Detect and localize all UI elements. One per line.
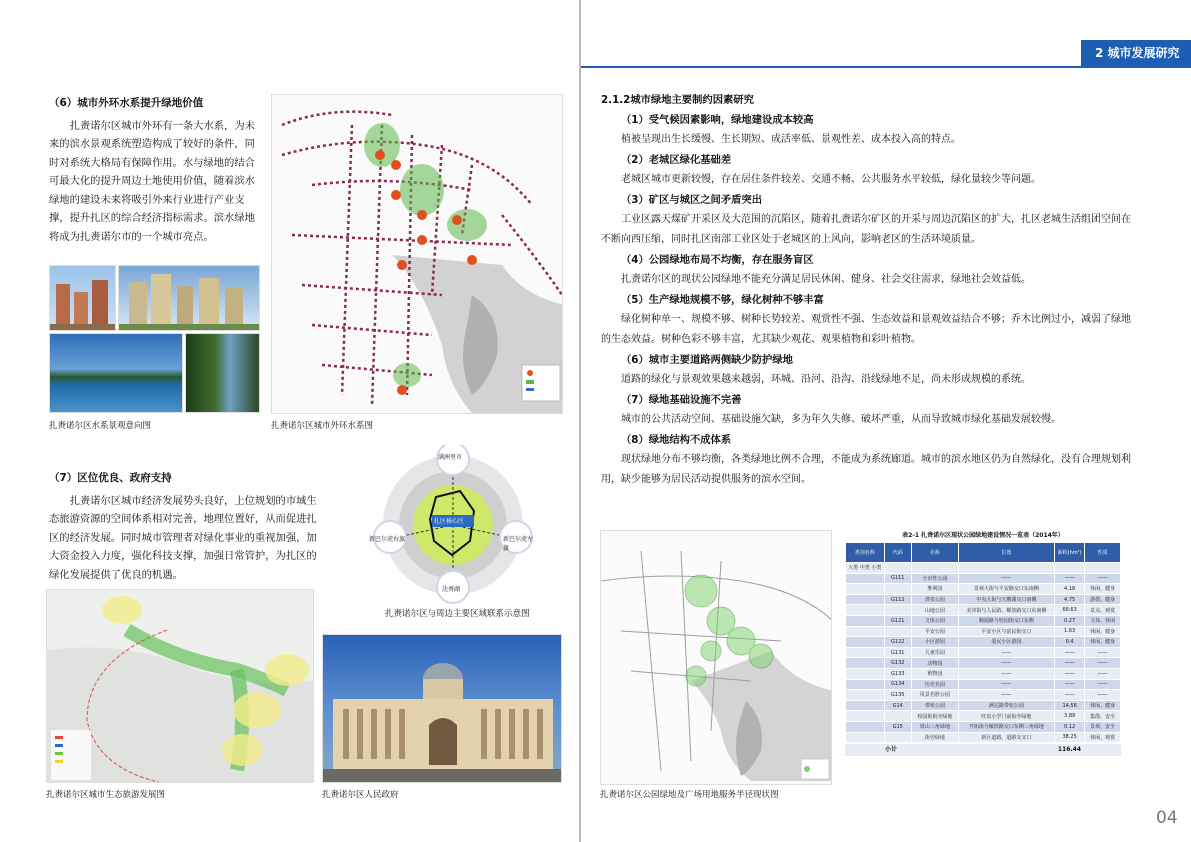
table-cell: 3.89 [1055, 711, 1085, 722]
table-cell: —— [958, 679, 1054, 690]
table-cell: G135 [884, 690, 912, 701]
table-cell [846, 573, 885, 584]
caption-government: 扎赉诺尔区人民政府 [322, 790, 399, 800]
table-row [846, 584, 1121, 595]
table-row [846, 700, 1121, 711]
table-cell: —— [1055, 668, 1085, 679]
table-cell: G111 [884, 573, 912, 584]
table-cell: G133 [884, 668, 912, 679]
table-cell: —— [958, 690, 1054, 701]
table-cell [846, 690, 885, 701]
table-cell [846, 658, 885, 669]
constraint-item-5 [601, 290, 1137, 350]
table-cell: —— [1085, 647, 1121, 658]
table-total-row [845, 744, 1121, 756]
constraint-7-heading: （7）绿地基础设施不完善 [621, 394, 742, 406]
service-radius-map-drawing [601, 531, 832, 785]
diagram-label-bottom: 达赉湖 [442, 586, 461, 593]
constraint-3-text: 工业区露天煤矿开采区及大范围的沉陷区，随着扎赉诺尔矿区的开采与周边沉陷区的扩大，扎区老城生活组团空间在不断向西压缩，同时扎区南部工业区处于老城区的上风向，影响老区的生活环境质量。 [601, 214, 1131, 245]
table-title: 表2-1 扎赉诺尔区现状公园绿地建设情况一览表（2014年） [902, 532, 1064, 539]
table-cell [884, 626, 912, 637]
table-cell: 0.27 [1055, 615, 1085, 626]
table-cell: 4.75 [1055, 594, 1085, 605]
table-cell: 街旁绿地 [912, 732, 959, 743]
table-cell [846, 626, 885, 637]
table-cell [846, 605, 885, 616]
table-cell [884, 605, 912, 616]
table-cell: —— [1055, 658, 1085, 669]
table-cell: 文体公园 [912, 615, 959, 626]
header-rule [581, 66, 1191, 68]
table-cell [1055, 563, 1085, 574]
table-cell: 植物园 [912, 668, 959, 679]
constraint-8-text: 现状绿地分布不够均衡，各类绿地比例不合理，不能成为系统廊道。城市的滨水地区仍为自然绿化，没有合理规划利用，缺少能够为居民活动提供服务的滨水空间。 [601, 454, 1131, 485]
table-cell: G14 [884, 700, 912, 711]
diagram-label-left: 新巴尔虎右旗 [369, 536, 406, 543]
table-cell: —— [1085, 573, 1121, 584]
park-table [845, 542, 1121, 743]
constraint-1-heading: （1）受气候因素影响，绿地建设成本较高 [621, 114, 814, 126]
table-cell: 38.25 [1055, 732, 1085, 743]
diagram-label-center: 扎区核心区 [434, 518, 465, 525]
constraint-item-7 [601, 390, 1137, 430]
table-body [846, 563, 1121, 743]
table-row [846, 637, 1121, 648]
table-cell: —— [958, 658, 1054, 669]
table-cell: —— [1085, 668, 1121, 679]
table-cell: 新区道路、道路交叉口 [958, 732, 1054, 743]
table-cell: G122 [884, 637, 912, 648]
table-cell: 休闲、观赏 [1085, 732, 1121, 743]
park-green-space-table [845, 530, 1121, 756]
table-row [846, 668, 1121, 679]
photo-government-building [322, 634, 562, 783]
table-cell [846, 637, 885, 648]
table-cell [846, 700, 885, 711]
col-nature: 性质 [1085, 543, 1121, 563]
constraint-7-text: 城市的公共活动空间、基础设施欠缺，多为年久失修、破坏严重，从而导致城市绿化基础发展较慢。 [621, 414, 1061, 425]
table-cell: 休闲、健身 [1085, 626, 1121, 637]
table-cell: —— [1055, 690, 1085, 701]
table-cell: 满达路带状公园 [958, 700, 1054, 711]
caption-eco-tourism: 扎赉诺尔区城市生态旅游发展图 [46, 790, 166, 800]
section7-heading: （7）区位优良、政府支持 [49, 472, 172, 484]
table-row [846, 573, 1121, 584]
circle-diagram-drawing [368, 445, 538, 605]
table-cell: 休闲、健身 [1085, 637, 1121, 648]
col-category: 类别名称 [846, 543, 885, 563]
table-cell: 4.18 [1055, 584, 1085, 595]
table-row [846, 658, 1121, 669]
table-cell: —— [1085, 658, 1121, 669]
table-cell: 文体、休闲 [1085, 615, 1121, 626]
constraint-item-2 [601, 150, 1137, 190]
table-cell: 胜利园 [912, 584, 959, 595]
table-cell [846, 711, 885, 722]
outer-ring-map-drawing [272, 95, 563, 414]
constraints-section [601, 90, 1137, 490]
table-cell [846, 668, 885, 679]
table-cell: 旺泉小学门前街旁绿地 [958, 711, 1054, 722]
table-cell: G134 [884, 679, 912, 690]
constraint-5-text: 绿化树种单一、规模不够、树种长势较差、观赏性不强、生态效益和景观效益结合不够；乔木比例过小，减弱了绿地的生态效益。树种色彩不够丰富，尤其缺少观花、观果植物和彩叶植物。 [601, 314, 1131, 345]
table-cell [1085, 563, 1121, 574]
constraint-4-text: 扎赉诺尔区的现状公园绿地不能充分满足居民休闲、健身、社会交往需求，绿地社会效益低。 [621, 274, 1031, 285]
table-cell: 游憩、健身 [1085, 594, 1121, 605]
table-header-row [846, 543, 1121, 563]
table-cell: 动物园 [912, 658, 959, 669]
table-cell [884, 711, 912, 722]
section6-paragraph: 扎赉诺尔区城市外环有一条大水系，为未来的滨水景观系统塑造构成了较好的条件，同时对系统大格局有保障作用。水与绿地的结合可最大化的提升周边土地使用价值，随着滨水绿地的建设未来将吸引外来行业进行产业支撑，提升扎区的综合经济指标需求。滨水绿地将成为扎赉诺尔市的一个城市亮点。 [49, 119, 255, 244]
section7-block [49, 469, 317, 584]
table-cell: 清泉公园 [912, 594, 959, 605]
constraint-2-heading: （2）老城区绿化基础差 [621, 154, 732, 166]
constraint-item-1 [601, 110, 1137, 150]
constraint-8-heading: （8）绿地结构不成体系 [621, 434, 732, 446]
col-name: 名称 [912, 543, 959, 563]
table-row [846, 732, 1121, 743]
table-cell: 全市性公园 [912, 573, 959, 584]
col-area: 面积(hm²) [1055, 543, 1085, 563]
table-cell [846, 584, 885, 595]
table-cell: 景观大街与平安路交口东南侧 [958, 584, 1054, 595]
table-cell: 大类 中类 小类 [846, 563, 885, 574]
constraint-item-3 [601, 190, 1137, 250]
table-cell: —— [1055, 647, 1085, 658]
table-cell: 68.63 [1055, 605, 1085, 616]
table-cell: 山地公园 [912, 605, 959, 616]
caption-water-images: 扎赉诺尔区水系景观意向图 [49, 421, 152, 431]
table-cell [846, 679, 885, 690]
table-total-value: 116.44 [1057, 746, 1081, 754]
table-cell: 历史名园 [912, 679, 959, 690]
outer-ring-water-map [271, 94, 563, 414]
table-cell [884, 584, 912, 595]
constraint-6-heading: （6）城市主要道路两侧缺少防护绿地 [621, 354, 793, 366]
eco-tourism-map-drawing [47, 590, 314, 783]
table-cell: G131 [884, 647, 912, 658]
table-cell: 休闲、健身 [1085, 584, 1121, 595]
table-cell: 开拓街与解放路交口东侧三角绿地 [958, 721, 1054, 732]
table-row [846, 605, 1121, 616]
constraint-1-text: 植被呈现出生长缓慢、生长期短、成活率低、景观性差、成本投入高的特点。 [621, 134, 961, 145]
table-cell: G112 [884, 594, 912, 605]
caption-circle-diagram: 扎赉诺尔区与周边主要区域联系示意图 [385, 609, 530, 619]
service-radius-map [600, 530, 832, 785]
col-code: 代码 [884, 543, 912, 563]
table-cell: 校园街街旁绿地 [912, 711, 959, 722]
table-cell: —— [1085, 690, 1121, 701]
table-row [846, 626, 1121, 637]
table-cell [846, 647, 885, 658]
photo-residential-towers [118, 265, 260, 331]
caption-service-radius: 扎赉诺尔区公园绿地及广场用地服务半径现状图 [600, 790, 779, 800]
table-cell: G121 [884, 615, 912, 626]
page-fold-divider [579, 0, 581, 842]
towers-illustration [119, 266, 260, 331]
table-cell: —— [1085, 679, 1121, 690]
table-cell: 爱民小区游园 [958, 637, 1054, 648]
table-row [846, 563, 1121, 574]
table-cell [884, 563, 912, 574]
constraint-3-heading: （3）矿区与城区之间矛盾突出 [621, 194, 763, 206]
table-cell: —— [958, 573, 1054, 584]
caption-outer-ring: 扎赉诺尔区城市外环水系图 [271, 421, 374, 431]
table-cell: 景观、安全 [1085, 721, 1121, 732]
photo-lake-city [49, 333, 183, 413]
buildings-illustration [50, 266, 116, 331]
table-row [846, 594, 1121, 605]
table-row [846, 647, 1121, 658]
constraint-4-heading: （4）公园绿地布局不均衡，存在服务盲区 [621, 254, 814, 266]
page-number: 04 [1156, 808, 1178, 828]
table-cell: G15 [884, 721, 912, 732]
section-title: 2.1.2城市绿地主要制约因素研究 [601, 94, 754, 106]
table-cell: 风景名胜公园 [912, 690, 959, 701]
table-cell [912, 563, 959, 574]
constraint-6-text: 道路的绿化与景观效果越来越弱，环城、沿河、沿沟、沿线绿地不足，尚未形成规模的系统。 [621, 374, 1031, 385]
diagram-label-right: 新巴尔虎左旗 [503, 536, 534, 552]
table-cell: G132 [884, 658, 912, 669]
table-cell [958, 563, 1054, 574]
table-cell: 平安小区与富民街交口 [958, 626, 1054, 637]
constraint-5-heading: （5）生产绿地规模不够，绿化树种不够丰富 [621, 294, 824, 306]
constraint-2-text: 老城区城市更新较慢，存在居住条件较差、交通不畅、公共服务水平较低，绿化量较少等问题。 [621, 174, 1041, 185]
table-cell: 0.4 [1055, 637, 1085, 648]
col-location: 位置 [958, 543, 1054, 563]
constraint-item-8 [601, 430, 1137, 490]
table-cell: 带状公园 [912, 700, 959, 711]
table-cell: 顺通路与校园街交口东侧 [958, 615, 1054, 626]
section6-heading: （6）城市外环水系提升绿地价值 [49, 97, 204, 109]
chapter-header-tag: 2 城市发展研究 [1081, 40, 1191, 66]
table-cell: 美容街与人民路、解放路交口东南侧 [958, 605, 1054, 616]
regional-relations-diagram [368, 445, 538, 605]
table-cell: 平安公园 [912, 626, 959, 637]
government-building-drawing [323, 635, 562, 783]
table-cell: 1.63 [1055, 626, 1085, 637]
section6-block [49, 94, 263, 247]
diagram-label-top: 满洲里市 [438, 454, 463, 461]
table-row [846, 711, 1121, 722]
constraint-item-4 [601, 250, 1137, 290]
table-row [846, 690, 1121, 701]
table-row [846, 679, 1121, 690]
table-cell: 铁山三角绿地 [912, 721, 959, 732]
table-cell [846, 732, 885, 743]
table-cell [846, 594, 885, 605]
section7-paragraph: 扎赉诺尔区城市经济发展势头良好，上位规划的市域生态旅游资源的空间体系相对完善，地理位置好，从而促进扎区的经济发展。同时城市管理者对绿化事业的重视加强，加大资金投入力度，强化科技支撑，加强日常管护，为扎区的绿化发展提供了优良的机遇。 [49, 494, 317, 581]
table-cell: 休闲、健身 [1085, 700, 1121, 711]
table-cell [884, 732, 912, 743]
photo-apartment-towers [49, 265, 116, 331]
table-cell: —— [1055, 679, 1085, 690]
table-cell [846, 615, 885, 626]
photo-river-trees [185, 333, 260, 413]
table-cell: 集散、安全 [1085, 711, 1121, 722]
table-cell: 景点、观赏 [1085, 605, 1121, 616]
constraint-item-6 [601, 350, 1137, 390]
table-cell: 儿童乐园 [912, 647, 959, 658]
table-cell: 中央大街与天鹅湖交口南侧 [958, 594, 1054, 605]
table-cell: —— [958, 668, 1054, 679]
table-cell: 14.56 [1055, 700, 1085, 711]
table-cell [846, 721, 885, 732]
table-total-label: 小计 [885, 746, 898, 754]
table-cell: —— [1055, 573, 1085, 584]
table-row [846, 721, 1121, 732]
table-row [846, 615, 1121, 626]
table-cell: 小区游园 [912, 637, 959, 648]
eco-tourism-map [46, 589, 314, 783]
table-cell: 0.12 [1055, 721, 1085, 732]
table-cell: —— [958, 647, 1054, 658]
